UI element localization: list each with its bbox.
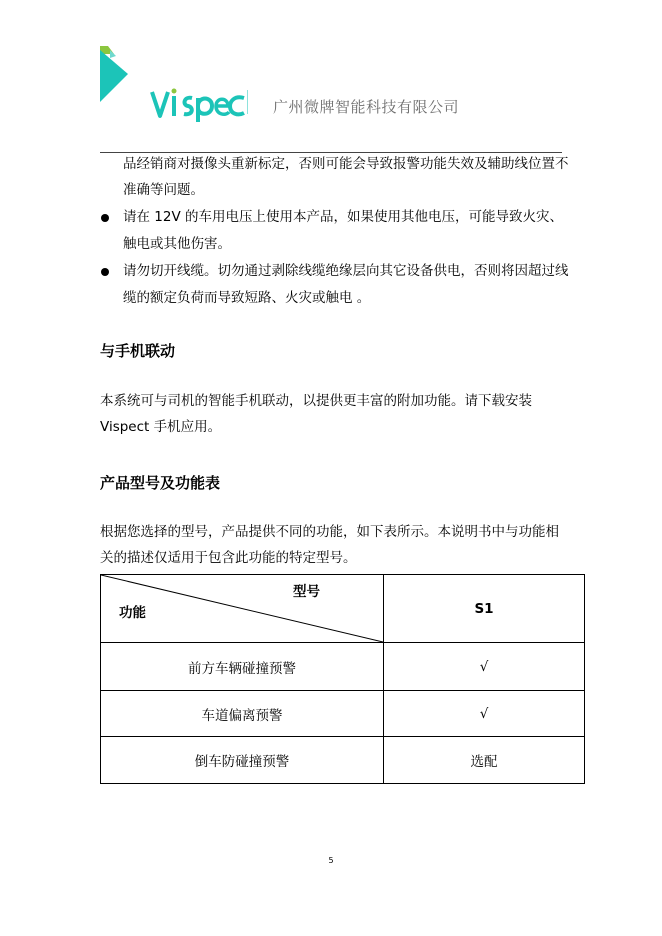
list-item <box>100 258 570 312</box>
brand-logo <box>150 86 248 124</box>
feature-cell: 前方车辆碰撞预警 <box>101 643 384 691</box>
table-row <box>101 737 585 784</box>
warning-text: 请在 12V 的车用电压上使用本产品，如果使用其他电压，可能导致火灾、触电或其他伤害。 <box>123 209 563 252</box>
value-cell: √ <box>384 643 585 691</box>
warning-text: 请勿切开线缆。切勿通过剥除线缆绝缘层向其它设备供电，否则将因超过线缆的额定负荷而导致短路、火灾或触电 。 <box>123 263 569 306</box>
page-number: 5 <box>328 856 334 865</box>
feature-cell: 车道偏离预警 <box>101 691 384 737</box>
company-name: 广州微牌智能科技有限公司 <box>273 98 460 116</box>
section-title-phone: 与手机联动 <box>100 342 176 360</box>
corner-label-model: 型号 <box>293 584 320 600</box>
model-header-cell: S1 <box>384 575 585 643</box>
bullet-dot-icon <box>101 214 109 222</box>
corner-label-feature: 功能 <box>119 605 146 621</box>
feature-table <box>100 574 585 784</box>
warning-list <box>100 204 570 312</box>
value-cell: 选配 <box>384 737 585 784</box>
table-header-row <box>101 575 585 643</box>
table-row <box>101 691 585 737</box>
feature-cell: 倒车防碰撞预警 <box>101 737 384 784</box>
bullet-dot-icon <box>101 268 109 276</box>
value-cell: √ <box>384 691 585 737</box>
models-section-body: 根据您选择的型号，产品提供不同的功能，如下表所示。本说明书中与功能相关的描述仅适用于包含此功能的特定型号。 <box>100 524 559 566</box>
logo-arrow-icon <box>100 46 130 102</box>
phone-section-body: 本系统可与司机的智能手机联动，以提供更丰富的附加功能。请下载安装 Vispect 手机应用。 <box>100 393 532 435</box>
corner-header-cell <box>101 575 384 643</box>
intro-continuation: 品经销商对摄像头重新标定，否则可能会导致报警功能失效及辅助线位置不准确等问题。 <box>123 156 569 198</box>
list-item <box>100 204 570 258</box>
brand-logo-text: vispect <box>150 86 154 87</box>
table-row <box>101 643 585 691</box>
section-title-models: 产品型号及功能表 <box>100 474 221 492</box>
